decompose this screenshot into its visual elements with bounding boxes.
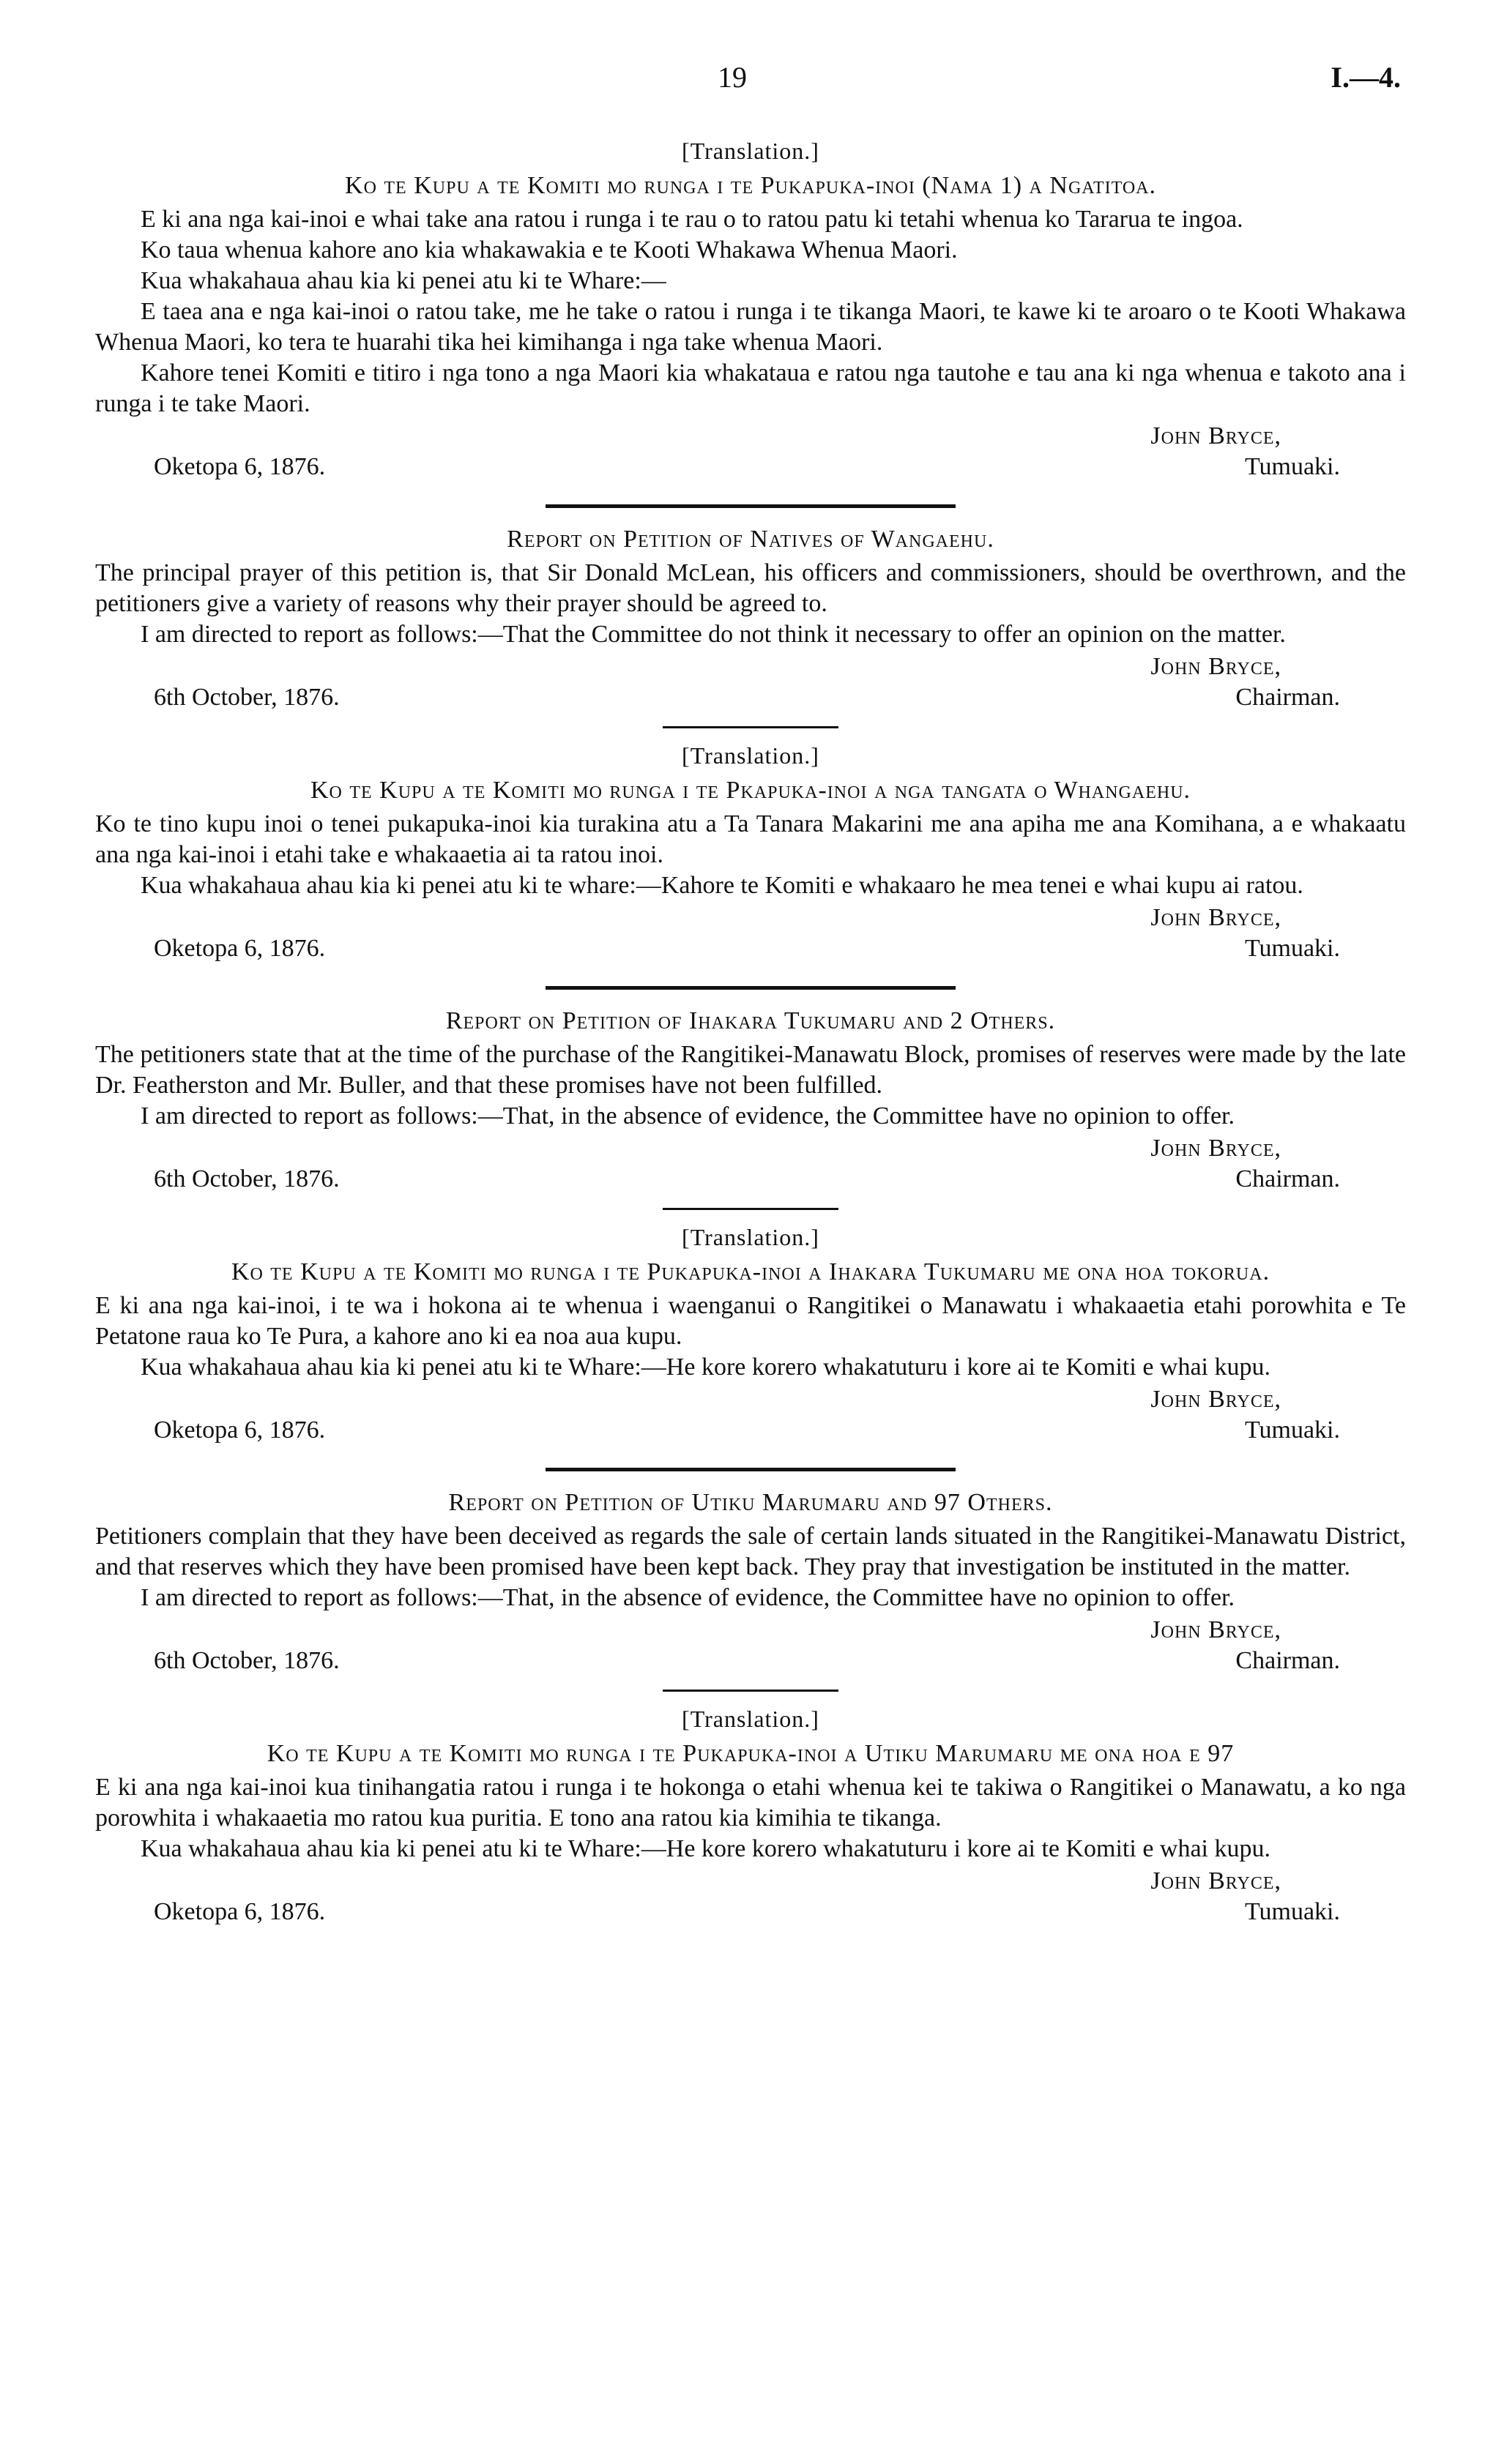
signature-date: Oketopa 6, 1876.: [154, 1898, 326, 1925]
paragraph: E ki ana nga kai-inoi e whai take ana ratou i runga i te rau o to ratou patu ki tetahi whenua ko Tararua te ingoa.: [141, 206, 1243, 233]
translation-label: [Translation.]: [682, 742, 819, 769]
signatory-role: Tumuaki.: [1244, 935, 1340, 962]
signature-date: 6th October, 1876.: [154, 1165, 340, 1192]
paragraph: Kua whakahaua ahau kia ki penei atu ki te whare:—Kahore te Komiti e whakaaro he mea tenei e whai kupu ai ratou.: [141, 872, 1303, 899]
signatory-name: John Bryce,: [1150, 422, 1281, 449]
section-divider: [546, 1468, 956, 1471]
section-heading: Report on Petition of Utiku Marumaru and 97 Others.: [448, 1489, 1053, 1516]
section-translation-utiku: [95, 1703, 1406, 1927]
paragraph: Ko te tino kupu inoi o tenei pukapuka-inoi kia turakina atu a Ta Tanara Makarini me ana apiha me ana Komihana, a e whakaatu ana nga kai-inoi i etahi take e whakaaetia ai ta ratou inoi.: [95, 810, 1406, 868]
signature-date: Oketopa 6, 1876.: [154, 453, 326, 480]
signature-block: [95, 1615, 1406, 1676]
signatory-name: John Bryce,: [1150, 653, 1281, 680]
signature-date: Oketopa 6, 1876.: [154, 935, 326, 962]
translation-label: [Translation.]: [682, 1706, 819, 1732]
paragraph: Ko taua whenua kahore ano kia whakawakia e te Kooti Whakawa Whenua Maori.: [141, 236, 958, 264]
signature-block: [95, 652, 1406, 713]
paragraph: Kua whakahaua ahau kia ki penei atu ki te Whare:—He kore korero whakatuturu i kore ai te Komiti e whai kupu.: [141, 1354, 1270, 1381]
paragraph: Kua whakahaua ahau kia ki penei atu ki te Whare:—He kore korero whakatuturu i kore ai te Komiti e whai kupu.: [141, 1835, 1270, 1862]
signature-block: [95, 1384, 1406, 1446]
signature-block: [95, 1866, 1406, 1927]
signature-block: [95, 903, 1406, 964]
section-heading: Ko te Kupu a te Komiti mo runga i te Pukapuka-inoi a Ihakara Tukumaru me ona hoa tokorua.: [231, 1258, 1270, 1285]
translation-divider: [663, 726, 838, 728]
translation-label: [Translation.]: [682, 138, 819, 164]
page-number: 19: [718, 61, 747, 94]
section-translation-ngatitoa: [95, 135, 1406, 482]
signatory-name: John Bryce,: [1150, 1616, 1281, 1643]
signatory-role: Chairman.: [1235, 684, 1340, 711]
paragraph: Petitioners complain that they have been deceived as regards the sale of certain lands situated in the Rangitikei-Manawatu District, and that reserves which they have been promised have been kept back. They pray that investigation be instituted in the matter.: [95, 1523, 1406, 1580]
paragraph: I am directed to report as follows:—That the Committee do not think it necessary to offer an opinion on the matter.: [141, 621, 1286, 648]
section-report-wangaehu: [95, 524, 1406, 713]
document-reference: I.—4.: [1331, 61, 1401, 94]
section-translation-whangaehu: [95, 740, 1406, 964]
paragraph: Kahore tenei Komiti e titiro i nga tono a nga Maori kia whakataua e ratou nga tautohe e tau ana ki nga whenua e takoto ana i runga i te take Maori.: [95, 359, 1406, 417]
signature-date: 6th October, 1876.: [154, 684, 340, 711]
paragraph: I am directed to report as follows:—That, in the absence of evidence, the Committee have no opinion to offer.: [141, 1584, 1235, 1611]
signatory-name: John Bryce,: [1150, 904, 1281, 931]
signatory-role: Tumuaki.: [1244, 1416, 1340, 1444]
paragraph: Kua whakahaua ahau kia ki penei atu ki te Whare:—: [141, 267, 666, 294]
section-heading: Report on Petition of Natives of Wangaehu.: [507, 526, 994, 553]
section-heading: Ko te Kupu a te Komiti mo runga i te Pukapuka-inoi (Nama 1) a Ngatitoa.: [345, 172, 1156, 199]
section-report-ihakara: [95, 1006, 1406, 1195]
section-heading: Ko te Kupu a te Komiti mo runga i te Pkapuka-inoi a nga tangata o Whangaehu.: [310, 777, 1191, 804]
signature-date: 6th October, 1876.: [154, 1647, 340, 1674]
paragraph: E ki ana nga kai-inoi kua tinihangatia ratou i runga i te hokonga o etahi whenua kei te takiwa o Rangitikei o Manawatu, a ko nga porowhita i whakaaetia mo ratou kua puritia. E tono ana ratou kia kimihia te tikanga.: [95, 1774, 1406, 1832]
signatory-role: Chairman.: [1235, 1647, 1340, 1674]
signature-date: Oketopa 6, 1876.: [154, 1416, 326, 1444]
page-content: [95, 135, 1406, 1927]
signatory-name: John Bryce,: [1150, 1867, 1281, 1894]
paragraph: The petitioners state that at the time of the purchase of the Rangitikei-Manawatu Block, promises of reserves were made by the late Dr. Featherston and Mr. Buller, and that these promises have not been fulfilled.: [95, 1041, 1406, 1099]
paragraph: I am directed to report as follows:—That, in the absence of evidence, the Committee have no opinion to offer.: [141, 1102, 1235, 1130]
signatory-name: John Bryce,: [1150, 1386, 1281, 1413]
section-heading: Ko te Kupu a te Komiti mo runga i te Pukapuka-inoi a Utiku Marumaru me ona hoa e 97: [267, 1740, 1235, 1767]
paragraph: E ki ana nga kai-inoi, i te wa i hokona ai te whenua i waenganui o Rangitikei o Manawatu i whakaaetia etahi porowhita e Te Petatone raua ko Te Pura, a kahore ano ki ea noa aua kupu.: [95, 1292, 1406, 1350]
translation-divider: [663, 1690, 838, 1692]
paragraph: E taea ana e nga kai-inoi o ratou take, me he take o ratou i runga i te tikanga Maori, te kawe ki te aroaro o te Kooti Whakawa Whenua Maori, ko tera te huarahi tika hei kimihanga i nga take whenua Maori.: [95, 298, 1406, 356]
page-header: [0, 60, 1496, 104]
section-report-utiku: [95, 1487, 1406, 1676]
signatory-role: Tumuaki.: [1244, 1898, 1340, 1925]
translation-label: [Translation.]: [682, 1224, 819, 1250]
section-translation-ihakara: [95, 1222, 1406, 1446]
section-divider: [546, 504, 956, 508]
section-divider: [546, 986, 956, 990]
signatory-role: Chairman.: [1235, 1165, 1340, 1192]
translation-divider: [663, 1208, 838, 1210]
paragraph: The principal prayer of this petition is, that Sir Donald McLean, his officers and commissioners, should be overthrown, and the petitioners give a variety of reasons why their prayer should be agreed to.: [95, 559, 1406, 617]
signatory-role: Tumuaki.: [1244, 453, 1340, 480]
signature-block: [95, 421, 1406, 482]
section-heading: Report on Petition of Ihakara Tukumaru and 2 Others.: [445, 1007, 1056, 1034]
signatory-name: John Bryce,: [1150, 1135, 1281, 1162]
signature-block: [95, 1133, 1406, 1195]
